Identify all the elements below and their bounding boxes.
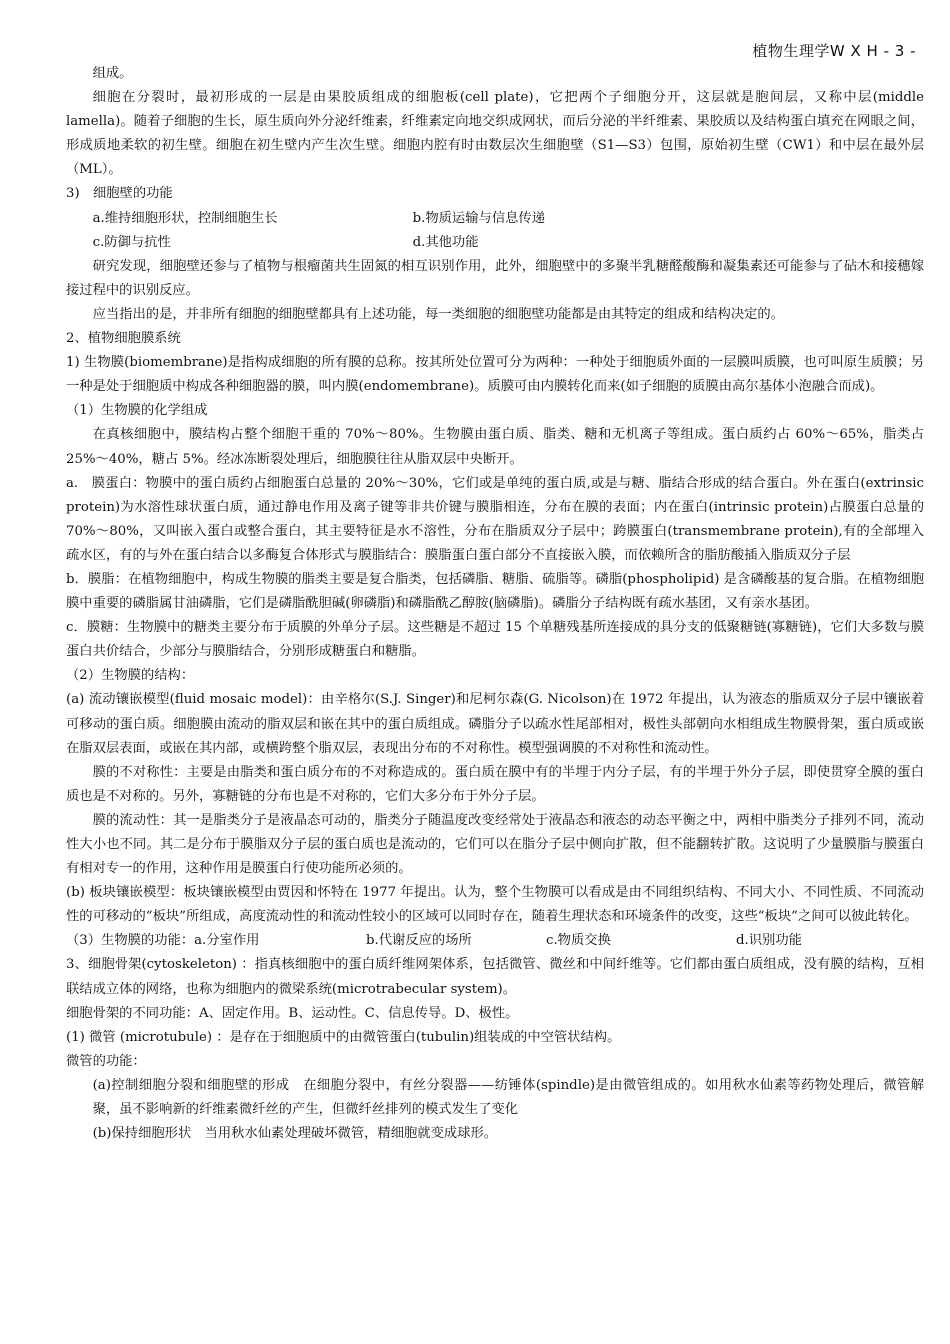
document-body (66, 62, 924, 1146)
membrane-function-b: b.代谢反应的场所 (366, 933, 472, 949)
paragraph: 研究发现，细胞壁还参与了植物与根瘤菌共生固氮的相互识别作用，此外，细胞壁中的多聚半乳糖醛酸酶和凝集素还可能参与了砧木和接穗嫁接过程中的识别反应。 (66, 258, 924, 298)
wall-function-row (66, 231, 924, 255)
membrane-function-row (66, 929, 924, 953)
membrane-function-a: （3）生物膜的功能：a.分室作用 (66, 933, 260, 949)
section-heading: 3) 细胞壁的功能 (66, 186, 173, 202)
wall-function-d: d.其他功能 (412, 234, 479, 250)
paragraph: (a) 流动镶嵌模型(fluid mosaic model)：由辛格尔(S.J. Singer)和尼柯尔森(G. Nicolson)在 1972 年提出，认为液态的脂质双分子层中镶嵌着可移动的蛋白质。细胞膜由流动的脂双层和嵌在其中的蛋白质组成。磷脂分子以疏水性尾部相对，极性头部朝向水相组成生物膜骨架，蛋白质或嵌在脂双层表面，或嵌在其内部，或横跨整个脂双层，表现出分布的不对称性。模型强调膜的不对称性和流动性。 (66, 692, 924, 756)
paragraph: b．膜脂：在植物细胞中，构成生物膜的脂类主要是复合脂类，包括磷脂、糖脂、硫脂等。磷脂(phospholipid) 是含磷酸基的复合脂。在植物细胞膜中重要的磷脂属甘油磷脂，它们是磷脂酰胆碱(卵磷脂)和磷脂酰乙醇胺(脑磷脂)。磷脂分子结构既有疏水基团，又有亲水基团。 (66, 571, 924, 612)
section-heading: 3、细胞骨架(cytoskeleton) ：指真核细胞中的蛋白质纤维网架体系，包括微管、微丝和中间纤维等。它们都由蛋白质组成，没有膜的结构，互相联结成立体的网络，也称为细胞内的微梁系统(microtrabecular system)。 (66, 957, 924, 997)
paragraph: 膜的流动性：其一是脂类分子是液晶态可动的，脂类分子随温度改变经常处于液晶态和液态的动态平衡之中，两相中脂类分子排列不同，流动性大小也不同。其二是分布于膜脂双分子层的蛋白质也是流动的，它们可以在脂分子层中侧向扩散，但不能翻转扩散。这说明了少量膜脂与膜蛋白有相对专一的作用，这种作用是膜蛋白行使功能所必须的。 (66, 812, 924, 877)
section-heading: 2、植物细胞膜系统 (66, 331, 181, 347)
membrane-function-d: d.识别功能 (736, 933, 802, 949)
membrane-function-c: c.物质交换 (546, 933, 611, 949)
paragraph: c．膜糖：生物膜中的糖类主要分布于质膜的外单分子层。这些糖是不超过 15 个单糖残基所连接成的具分支的低聚糖链(寡糖链)，它们大多数与膜蛋白共价结合，少部分与膜脂结合，分别形成糖蛋白和糖脂。 (66, 620, 924, 660)
paragraph: (a)控制细胞分裂和细胞壁的形成 在细胞分裂中，有丝分裂器——纺锤体(spindle)是由微管组成的。如用秋水仙素等药物处理后，微管解聚，虽不影响新的纤维素微纤丝的产生，但微纤丝排列的模式发生了变化 (92, 1077, 924, 1118)
paragraph: 微管的功能： (66, 1053, 146, 1069)
paragraph: 在真核细胞中，膜结构占整个细胞干重的 70%～80%。生物膜由蛋白质、脂类、糖和无机离子等组成。蛋白质约占 60%～65%，脂类占 25%～40%，糖占 5%。经冰冻断裂处理后，细胞膜往往从脂双层中央断开。 (66, 427, 924, 467)
subsection-heading: （1）生物膜的化学组成 (66, 403, 208, 419)
page-header: 植物生理学W X H - 3 - (752, 42, 916, 60)
paragraph: (b) 板块镶嵌模型：板块镶嵌模型由贾因和怀特在 1977 年提出。认为，整个生物膜可以看成是由不同组织结构、不同大小、不同性质、不同流动性的可移动的“板块”所组成，高度流动性的和流动性较小的区域可以同时存在，随着生理状态和环境条件的改变，这些“板块”之间可以彼此转化。 (66, 885, 924, 925)
paragraph: 细胞在分裂时，最初形成的一层是由果胶质组成的细胞板(cell plate)，它把两个子细胞分开，这层就是胞间层，又称中层(middle lamella)。随着子细胞的生长，原生质向外分泌纤维素，纤维素定向地交织成网状，而后分泌的半纤维素、果胶质以及结构蛋白填充在网眼之间，形成质地柔软的初生壁。细胞在初生壁内产生次生壁。细胞内腔有时由数层次生细胞壁（S1—S3）包围，原始初生壁（CW1）和中层在最外层（ML）。 (66, 90, 924, 178)
wall-function-b: b.物质运输与信息传递 (412, 210, 546, 226)
paragraph: (b)保持细胞形状 当用秋水仙素处理破坏微管，精细胞就变成球形。 (92, 1126, 498, 1142)
paragraph: 应当指出的是，并非所有细胞的细胞壁都具有上述功能，每一类细胞的细胞壁功能都是由其特定的组成和结构决定的。 (92, 306, 785, 322)
wall-function-row (66, 207, 924, 231)
paragraph: 细胞骨架的不同功能：A、固定作用。B、运动性。C、信息传导。D、极性。 (66, 1005, 519, 1021)
paragraph: 膜的不对称性：主要是由脂类和蛋白质分布的不对称造成的。蛋白质在膜中有的半埋于内分子层，有的半埋于外分子层，即使贯穿全膜的蛋白质也是不对称的。另外，寡糖链的分布也是不对称的，它们大多分布于外分子层。 (66, 764, 924, 804)
wall-function-c: c.防御与抗性 (92, 234, 171, 250)
paragraph: 1) 生物膜(biomembrane)是指构成细胞的所有膜的总称。按其所处位置可分为两种：一种处于细胞质外面的一层膜叫质膜，也可叫原生质膜；另一种是处于细胞质中构成各种细胞器的膜，叫内膜(endomembrane)。质膜可由内膜转化而来(如子细胞的质膜由高尔基体小泡融合而成)。 (66, 355, 924, 395)
paragraph: 组成。 (92, 66, 133, 81)
paragraph: (1) 微管 (microtubule) ：是存在于细胞质中的由微管蛋白(tubulin)组装成的中空管状结构。 (66, 1029, 621, 1045)
paragraph: a. 膜蛋白：物膜中的蛋白质约占细胞蛋白总量的 20%～30%，它们或是单纯的蛋白质,或是与糖、脂结合形成的结合蛋白。外在蛋白(extrinsic protein)为水溶性球状蛋白质，通过静电作用及离子键等非共价键与膜脂相连，分布在膜的表面；内在蛋白(intrinsic protein)占膜蛋白总量的 70%～80%，又叫嵌入蛋白或整合蛋白，其主要特征是水不溶性，分布在脂质双分子层中；跨膜蛋白(transmembrane protein),有的全部埋入疏水区，有的与外在蛋白结合以多酶复合体形式与膜脂结合：膜脂蛋白蛋白部分不直接嵌入膜，而依赖所含的脂肪酸插入脂质双分子层 (66, 475, 924, 563)
subsection-heading: （2）生物膜的结构： (66, 668, 195, 684)
wall-function-a: a.维持细胞形状，控制细胞生长 (92, 210, 278, 226)
